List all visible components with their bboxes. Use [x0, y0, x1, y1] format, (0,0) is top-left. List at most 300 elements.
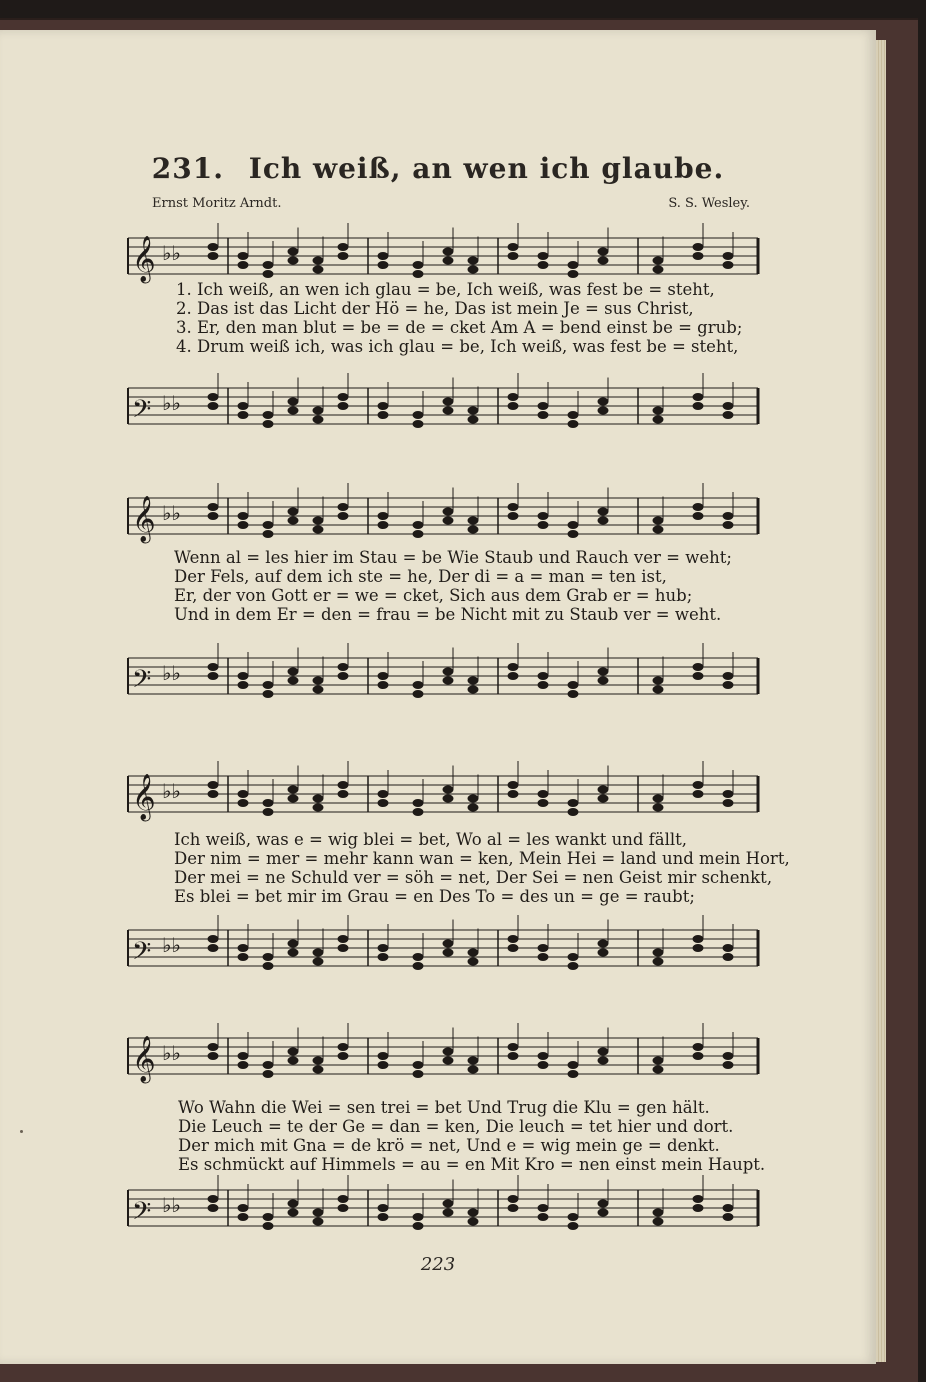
- note-head: [598, 257, 609, 265]
- note-head: [413, 261, 424, 269]
- key-signature-icon: ♭♭: [162, 661, 181, 685]
- note-head: [413, 530, 424, 538]
- note-head: [208, 672, 219, 680]
- note-head: [538, 799, 549, 807]
- treble-staff: [118, 488, 768, 548]
- note-head: [598, 398, 609, 406]
- text-author: Ernst Moritz Arndt.: [152, 196, 282, 211]
- note-head: [538, 681, 549, 689]
- note-head: [693, 393, 704, 401]
- note-head: [313, 517, 324, 525]
- note-head: [693, 663, 704, 671]
- note-head: [538, 512, 549, 520]
- music-system-2: [118, 458, 768, 708]
- note-head: [468, 686, 479, 694]
- key-signature-icon: ♭♭: [162, 241, 181, 265]
- hymn-heading: [0, 152, 876, 185]
- bass-clef-icon: 𝄢: [132, 937, 152, 972]
- lyric-verse-1: Ich weiß, was e = wig blei = bet, Wo al = les wankt und fällt,: [174, 830, 688, 849]
- note-head: [288, 940, 299, 948]
- note-head: [653, 1057, 664, 1065]
- page-edges: [876, 40, 886, 1362]
- bass-clef-icon: 𝄢: [132, 1197, 152, 1232]
- lyric-verse-2: Der Fels, auf dem ich ste = he, Der di = a = man = ten ist,: [174, 567, 667, 586]
- note-head: [508, 790, 519, 798]
- note-head: [653, 958, 664, 966]
- key-signature-icon: ♭♭: [162, 933, 181, 957]
- note-head: [443, 407, 454, 415]
- lyric-verse-1: Wo Wahn die Wei = sen trei = bet Und Trug die Klu = gen hält.: [178, 1098, 710, 1117]
- note-head: [693, 1204, 704, 1212]
- note-head: [313, 1218, 324, 1226]
- note-head: [208, 252, 219, 260]
- note-head: [468, 795, 479, 803]
- note-head: [263, 261, 274, 269]
- note-head: [508, 663, 519, 671]
- note-head: [413, 1222, 424, 1230]
- note-head: [413, 799, 424, 807]
- note-head: [378, 521, 389, 529]
- note-head: [468, 266, 479, 274]
- note-head: [413, 411, 424, 419]
- note-head: [653, 1218, 664, 1226]
- note-head: [568, 261, 579, 269]
- lyric-verse-3: Er, der von Gott er = we = cket, Sich aus dem Grab er = hub;: [174, 586, 693, 605]
- note-head: [338, 393, 349, 401]
- note-head: [538, 953, 549, 961]
- note-head: [263, 1222, 274, 1230]
- note-head: [238, 1061, 249, 1069]
- note-head: [538, 1052, 549, 1060]
- note-head: [208, 503, 219, 511]
- note-head: [208, 1043, 219, 1051]
- note-head: [723, 672, 734, 680]
- note-head: [468, 804, 479, 812]
- note-head: [598, 795, 609, 803]
- note-head: [598, 407, 609, 415]
- note-head: [468, 257, 479, 265]
- note-head: [693, 243, 704, 251]
- note-head: [693, 1195, 704, 1203]
- note-head: [598, 940, 609, 948]
- note-head: [693, 512, 704, 520]
- note-head: [263, 1061, 274, 1069]
- note-head: [443, 517, 454, 525]
- note-head: [508, 1043, 519, 1051]
- note-head: [288, 248, 299, 256]
- note-head: [338, 944, 349, 952]
- note-head: [468, 1209, 479, 1217]
- note-head: [338, 781, 349, 789]
- note-head: [508, 1204, 519, 1212]
- note-head: [508, 1195, 519, 1203]
- note-head: [508, 944, 519, 952]
- note-head: [338, 512, 349, 520]
- note-head: [568, 411, 579, 419]
- note-head: [313, 407, 324, 415]
- note-head: [653, 517, 664, 525]
- note-head: [338, 1204, 349, 1212]
- note-head: [693, 790, 704, 798]
- note-head: [338, 790, 349, 798]
- note-head: [723, 1213, 734, 1221]
- note-head: [468, 517, 479, 525]
- note-head: [313, 257, 324, 265]
- note-head: [413, 1213, 424, 1221]
- note-head: [238, 790, 249, 798]
- music-system-4: [118, 998, 768, 1248]
- note-head: [263, 681, 274, 689]
- note-head: [723, 790, 734, 798]
- note-head: [723, 261, 734, 269]
- lyric-verse-4: Und in dem Er = den = frau = be Nicht mit zu Staub ver = weht.: [174, 605, 722, 624]
- note-head: [653, 266, 664, 274]
- hymnal-page: [0, 30, 876, 1364]
- note-head: [723, 953, 734, 961]
- note-head: [208, 393, 219, 401]
- note-head: [443, 508, 454, 516]
- note-head: [568, 521, 579, 529]
- note-head: [468, 1066, 479, 1074]
- note-head: [568, 808, 579, 816]
- note-head: [468, 1057, 479, 1065]
- bass-staff: [118, 1180, 768, 1240]
- note-head: [378, 1204, 389, 1212]
- note-head: [468, 526, 479, 534]
- note-head: [313, 795, 324, 803]
- note-head: [263, 1070, 274, 1078]
- note-head: [598, 1048, 609, 1056]
- bass-staff: [118, 378, 768, 438]
- note-head: [653, 407, 664, 415]
- music-system-1: [118, 198, 768, 448]
- note-head: [338, 1195, 349, 1203]
- note-head: [508, 503, 519, 511]
- note-head: [338, 1043, 349, 1051]
- note-head: [238, 953, 249, 961]
- note-head: [313, 949, 324, 957]
- note-head: [263, 953, 274, 961]
- note-head: [238, 1213, 249, 1221]
- note-head: [238, 799, 249, 807]
- note-head: [468, 949, 479, 957]
- note-head: [263, 521, 274, 529]
- note-head: [288, 795, 299, 803]
- note-head: [568, 953, 579, 961]
- bass-clef-icon: 𝄢: [132, 395, 152, 430]
- note-head: [208, 790, 219, 798]
- treble-staff: [118, 1028, 768, 1088]
- note-head: [443, 795, 454, 803]
- note-head: [598, 1209, 609, 1217]
- note-head: [378, 252, 389, 260]
- note-head: [208, 1195, 219, 1203]
- note-head: [568, 1070, 579, 1078]
- key-signature-icon: ♭♭: [162, 779, 181, 803]
- note-head: [288, 1048, 299, 1056]
- note-head: [598, 508, 609, 516]
- note-head: [723, 1061, 734, 1069]
- note-head: [288, 949, 299, 957]
- note-head: [238, 252, 249, 260]
- note-head: [653, 677, 664, 685]
- note-head: [468, 958, 479, 966]
- note-head: [723, 402, 734, 410]
- note-head: [653, 795, 664, 803]
- note-head: [568, 799, 579, 807]
- music-system-3: [118, 736, 790, 986]
- note-head: [508, 672, 519, 680]
- note-head: [693, 935, 704, 943]
- note-head: [538, 402, 549, 410]
- note-head: [313, 1209, 324, 1217]
- note-head: [693, 944, 704, 952]
- note-head: [413, 1070, 424, 1078]
- treble-clef-icon: 𝄞: [132, 496, 156, 542]
- note-head: [238, 681, 249, 689]
- composer: S. S. Wesley.: [668, 196, 750, 211]
- note-head: [693, 1052, 704, 1060]
- note-head: [568, 681, 579, 689]
- note-head: [313, 1066, 324, 1074]
- note-head: [263, 799, 274, 807]
- note-head: [693, 402, 704, 410]
- paper-speck: [20, 1130, 23, 1133]
- note-head: [413, 690, 424, 698]
- note-head: [443, 940, 454, 948]
- note-head: [238, 1052, 249, 1060]
- note-head: [653, 416, 664, 424]
- lyric-verse-3: 3. Er, den man blut = be = de = cket Am A = bend einst be = grub;: [176, 318, 743, 337]
- lyric-verse-4: Es blei = bet mir im Grau = en Des To = des un = ge = raubt;: [174, 887, 695, 906]
- note-head: [598, 786, 609, 794]
- note-head: [443, 1200, 454, 1208]
- note-head: [378, 411, 389, 419]
- note-head: [288, 508, 299, 516]
- note-head: [723, 681, 734, 689]
- note-head: [338, 672, 349, 680]
- note-head: [568, 1213, 579, 1221]
- note-head: [568, 530, 579, 538]
- note-head: [378, 953, 389, 961]
- treble-clef-icon: 𝄞: [132, 774, 156, 820]
- note-head: [693, 503, 704, 511]
- note-head: [263, 411, 274, 419]
- note-head: [378, 790, 389, 798]
- note-head: [653, 257, 664, 265]
- note-head: [653, 804, 664, 812]
- note-head: [338, 503, 349, 511]
- lyric-verse-3: Der mei = ne Schuld ver = söh = net, Der Sei = nen Geist mir schenkt,: [174, 868, 773, 887]
- note-head: [208, 1204, 219, 1212]
- treble-staff: [118, 766, 768, 826]
- lyric-verse-2: 2. Das ist das Licht der Hö = he, Das ist mein Je = sus Christ,: [176, 299, 694, 318]
- note-head: [598, 668, 609, 676]
- note-head: [443, 257, 454, 265]
- note-head: [598, 677, 609, 685]
- note-head: [288, 677, 299, 685]
- note-head: [208, 1052, 219, 1060]
- note-head: [538, 790, 549, 798]
- note-head: [208, 935, 219, 943]
- note-head: [338, 663, 349, 671]
- note-head: [288, 1200, 299, 1208]
- note-head: [468, 407, 479, 415]
- note-head: [723, 799, 734, 807]
- note-head: [693, 781, 704, 789]
- note-head: [238, 1204, 249, 1212]
- note-head: [568, 962, 579, 970]
- bass-staff: [118, 648, 768, 708]
- note-head: [288, 1057, 299, 1065]
- bass-clef-icon: 𝄢: [132, 665, 152, 700]
- note-head: [338, 935, 349, 943]
- note-head: [378, 512, 389, 520]
- note-head: [538, 1061, 549, 1069]
- note-head: [598, 949, 609, 957]
- note-head: [653, 1066, 664, 1074]
- lyric-verse-2: Die Leuch = te der Ge = dan = ken, Die leuch = tet hier und dort.: [178, 1117, 734, 1136]
- note-head: [598, 248, 609, 256]
- treble-staff: [118, 228, 768, 288]
- hymn-number: 231.: [151, 152, 224, 185]
- lyric-verse-2: Der nim = mer = mehr kann wan = ken, Mein Hei = land und mein Hort,: [174, 849, 790, 868]
- note-head: [508, 935, 519, 943]
- note-head: [568, 1222, 579, 1230]
- note-head: [288, 668, 299, 676]
- note-head: [338, 402, 349, 410]
- note-head: [508, 252, 519, 260]
- note-head: [288, 1209, 299, 1217]
- note-head: [263, 420, 274, 428]
- note-head: [238, 402, 249, 410]
- note-head: [338, 243, 349, 251]
- note-head: [288, 517, 299, 525]
- note-head: [263, 962, 274, 970]
- note-head: [238, 521, 249, 529]
- note-head: [653, 686, 664, 694]
- note-head: [413, 420, 424, 428]
- note-head: [468, 416, 479, 424]
- note-head: [378, 681, 389, 689]
- note-head: [313, 1057, 324, 1065]
- note-head: [238, 411, 249, 419]
- note-head: [378, 799, 389, 807]
- note-head: [538, 261, 549, 269]
- note-head: [538, 1204, 549, 1212]
- key-signature-icon: ♭♭: [162, 501, 181, 525]
- note-head: [238, 944, 249, 952]
- note-head: [378, 402, 389, 410]
- note-head: [508, 402, 519, 410]
- note-head: [443, 398, 454, 406]
- note-head: [313, 804, 324, 812]
- note-head: [693, 252, 704, 260]
- lyric-verse-4: Es schmückt auf Himmels = au = en Mit Kro = nen einst mein Haupt.: [178, 1155, 766, 1174]
- note-head: [313, 677, 324, 685]
- note-head: [208, 243, 219, 251]
- note-head: [723, 252, 734, 260]
- note-head: [238, 261, 249, 269]
- note-head: [538, 411, 549, 419]
- note-head: [508, 781, 519, 789]
- note-head: [443, 1209, 454, 1217]
- note-head: [723, 1052, 734, 1060]
- note-head: [413, 681, 424, 689]
- note-head: [538, 1213, 549, 1221]
- note-head: [288, 407, 299, 415]
- note-head: [288, 257, 299, 265]
- lyric-verse-4: 4. Drum weiß ich, was ich glau = be, Ich weiß, was fest be = steht,: [176, 337, 739, 356]
- note-head: [413, 808, 424, 816]
- note-head: [568, 420, 579, 428]
- note-head: [508, 393, 519, 401]
- note-head: [468, 677, 479, 685]
- note-head: [568, 270, 579, 278]
- lyric-verse-1: 1. Ich weiß, an wen ich glau = be, Ich weiß, was fest be = steht,: [176, 280, 715, 299]
- note-head: [723, 1204, 734, 1212]
- note-head: [443, 1057, 454, 1065]
- note-head: [443, 677, 454, 685]
- note-head: [723, 521, 734, 529]
- note-head: [208, 781, 219, 789]
- note-head: [598, 1200, 609, 1208]
- lyric-verse-1: Wenn al = les hier im Stau = be Wie Staub und Rauch ver = weht;: [174, 548, 732, 567]
- note-head: [413, 1061, 424, 1069]
- treble-clef-icon: 𝄞: [132, 236, 156, 282]
- note-head: [538, 252, 549, 260]
- note-head: [653, 526, 664, 534]
- note-head: [508, 243, 519, 251]
- note-head: [538, 672, 549, 680]
- note-head: [378, 944, 389, 952]
- note-head: [413, 953, 424, 961]
- note-head: [508, 1052, 519, 1060]
- note-head: [208, 512, 219, 520]
- note-head: [653, 1209, 664, 1217]
- key-signature-icon: ♭♭: [162, 1193, 181, 1217]
- note-head: [443, 786, 454, 794]
- note-head: [263, 808, 274, 816]
- note-head: [313, 686, 324, 694]
- note-head: [723, 411, 734, 419]
- note-head: [378, 672, 389, 680]
- note-head: [313, 958, 324, 966]
- note-head: [378, 1213, 389, 1221]
- note-head: [378, 1052, 389, 1060]
- hymn-title: Ich weiß, an wen ich glaube.: [248, 152, 725, 185]
- note-head: [263, 530, 274, 538]
- key-signature-icon: ♭♭: [162, 391, 181, 415]
- note-head: [723, 944, 734, 952]
- note-head: [538, 944, 549, 952]
- note-head: [238, 512, 249, 520]
- note-head: [443, 949, 454, 957]
- note-head: [263, 270, 274, 278]
- note-head: [508, 512, 519, 520]
- note-head: [653, 949, 664, 957]
- note-head: [693, 672, 704, 680]
- note-head: [568, 1061, 579, 1069]
- note-head: [413, 521, 424, 529]
- note-head: [568, 690, 579, 698]
- note-head: [468, 1218, 479, 1226]
- note-head: [238, 672, 249, 680]
- note-head: [338, 252, 349, 260]
- note-head: [263, 690, 274, 698]
- lyric-verse-3: Der mich mit Gna = de krö = net, Und e = wig mein ge = denkt.: [178, 1136, 720, 1155]
- page-number: 223: [420, 1254, 456, 1275]
